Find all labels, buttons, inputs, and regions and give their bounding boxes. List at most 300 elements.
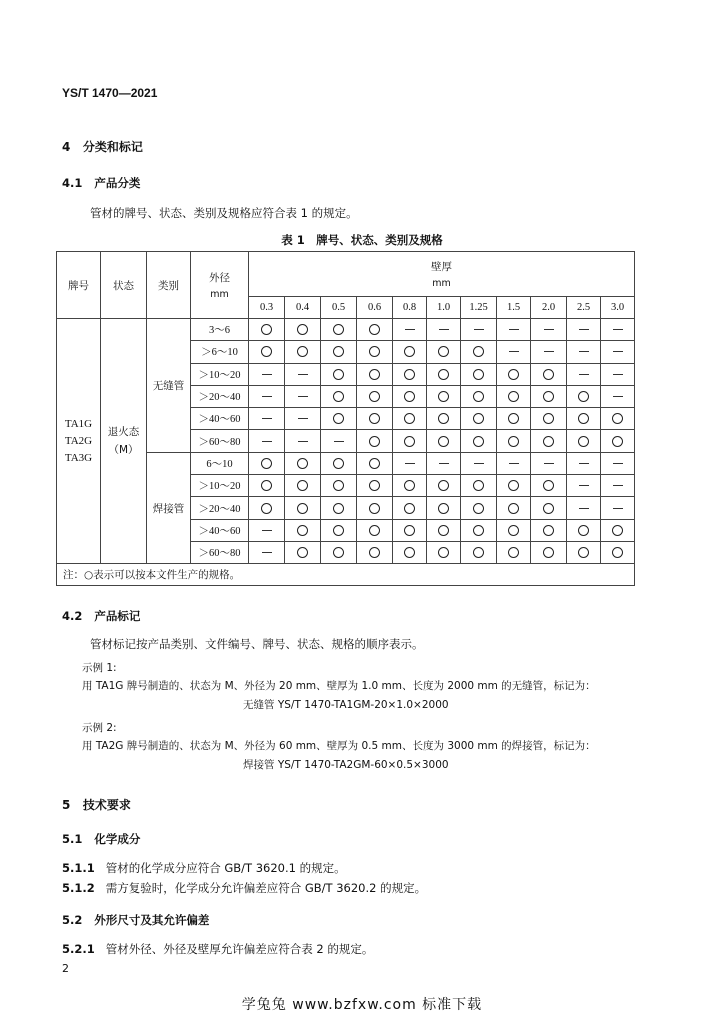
spec-available-cell [357, 519, 393, 541]
circle-icon [369, 525, 380, 536]
clause-5-1-1 [62, 860, 346, 876]
spec-available-cell [531, 363, 567, 385]
spec-available-cell [285, 341, 321, 363]
spec-available-cell [357, 541, 393, 563]
spec-unavailable-cell [285, 363, 321, 385]
example-2-label: 示例 2: [82, 722, 117, 734]
section-4-1-text: 管材的牌号、状态、类别及规格应符合表 1 的规定。 [90, 206, 358, 220]
circle-icon [543, 436, 554, 447]
spec-unavailable-cell [427, 319, 461, 341]
circle-icon [438, 547, 449, 558]
circle-icon [333, 480, 344, 491]
clause-5-2-1 [62, 941, 373, 957]
spec-unavailable-cell [601, 497, 635, 519]
table-1-caption: 表 1 牌号、状态、类别及规格 [281, 233, 443, 247]
spec-available-cell [427, 430, 461, 452]
spec-available-cell [285, 541, 321, 563]
circle-icon [369, 547, 380, 558]
dash-icon [544, 329, 554, 330]
thickness-header: 0.5 [321, 297, 357, 319]
header-wall-label: 壁厚 [431, 261, 452, 273]
spec-unavailable-cell [601, 475, 635, 497]
circle-icon [333, 547, 344, 558]
spec-unavailable-cell [285, 430, 321, 452]
spec-unavailable-cell [531, 319, 567, 341]
dash-icon [509, 463, 519, 464]
dash-icon [334, 441, 344, 442]
section-title: 分类和标记 [82, 140, 143, 154]
circle-icon [404, 480, 415, 491]
dash-icon [613, 485, 623, 486]
spec-available-cell [497, 541, 531, 563]
clause-text: 管材的化学成分应符合 GB/T 3620.1 的规定。 [105, 861, 346, 875]
spec-unavailable-cell [393, 452, 427, 474]
section-number: 5.2 [62, 913, 83, 927]
circle-icon [369, 391, 380, 402]
dash-icon [613, 351, 623, 352]
spec-available-cell [285, 475, 321, 497]
grade-cell [57, 319, 101, 564]
section-number: 4.1 [62, 176, 83, 190]
spec-available-cell [285, 319, 321, 341]
section-4-2-heading [62, 608, 140, 624]
section-title: 化学成分 [94, 832, 141, 846]
spec-unavailable-cell [531, 341, 567, 363]
circle-icon [543, 547, 554, 558]
category-welded: 焊接管 [147, 452, 191, 563]
circle-icon [438, 413, 449, 424]
example-1-marking: 无缝管 YS/T 1470-TA1GM-20×1.0×2000 [243, 699, 449, 711]
circle-icon [473, 503, 484, 514]
circle-icon [438, 503, 449, 514]
spec-available-cell [567, 541, 601, 563]
page-number: 2 [62, 962, 69, 975]
spec-available-cell [567, 408, 601, 430]
dash-icon [439, 329, 449, 330]
circle-icon [333, 369, 344, 380]
header-category: 类别 [147, 252, 191, 319]
spec-available-cell [427, 519, 461, 541]
dash-icon [298, 441, 308, 442]
dash-icon [579, 374, 589, 375]
thickness-header: 0.8 [393, 297, 427, 319]
outer-diameter-cell: ＞20～40 [191, 385, 249, 407]
spec-available-cell [393, 341, 427, 363]
circle-icon [297, 480, 308, 491]
dash-icon [298, 418, 308, 419]
circle-icon [473, 525, 484, 536]
circle-icon [333, 503, 344, 514]
spec-available-cell [461, 475, 497, 497]
spec-available-cell [427, 385, 461, 407]
circle-icon [473, 480, 484, 491]
section-4-heading [62, 138, 143, 155]
thickness-header: 0.4 [285, 297, 321, 319]
clause-number: 5.1.2 [62, 881, 95, 895]
circle-icon [297, 324, 308, 335]
circle-icon [578, 547, 589, 558]
spec-available-cell [321, 363, 357, 385]
spec-available-cell [461, 497, 497, 519]
spec-unavailable-cell [249, 541, 285, 563]
circle-icon [369, 458, 380, 469]
header-od-unit: mm [210, 289, 229, 300]
header-outer-diameter [191, 252, 249, 319]
spec-available-cell [393, 363, 427, 385]
circle-icon [438, 369, 449, 380]
circle-icon [473, 346, 484, 357]
thickness-header: 3.0 [601, 297, 635, 319]
spec-available-cell [249, 319, 285, 341]
section-title: 外形尺寸及其允许偏差 [94, 913, 210, 927]
spec-available-cell [497, 519, 531, 541]
spec-unavailable-cell [497, 341, 531, 363]
dash-icon [262, 396, 272, 397]
header-wall-thickness [249, 252, 635, 297]
spec-available-cell [531, 385, 567, 407]
spec-available-cell [249, 341, 285, 363]
spec-available-cell [531, 408, 567, 430]
dash-icon [262, 441, 272, 442]
spec-unavailable-cell [567, 452, 601, 474]
circle-icon [404, 525, 415, 536]
circle-icon [438, 391, 449, 402]
section-4-1-heading [62, 175, 140, 191]
category-seamless: 无缝管 [147, 319, 191, 453]
circle-icon [297, 346, 308, 357]
spec-available-cell [321, 475, 357, 497]
spec-available-cell [531, 541, 567, 563]
dash-icon [579, 351, 589, 352]
dash-icon [439, 463, 449, 464]
circle-icon [578, 391, 589, 402]
spec-unavailable-cell [285, 408, 321, 430]
dash-icon [613, 329, 623, 330]
circle-icon [438, 436, 449, 447]
spec-unavailable-cell [567, 497, 601, 519]
standard-code: YS/T 1470—2021 [62, 86, 158, 100]
spec-available-cell [601, 541, 635, 563]
circle-icon [578, 525, 589, 536]
spec-available-cell [285, 497, 321, 519]
spec-available-cell [393, 475, 427, 497]
circle-icon [404, 547, 415, 558]
section-5-1-heading [62, 831, 140, 847]
spec-available-cell [461, 430, 497, 452]
circle-icon [612, 413, 623, 424]
circle-icon [333, 413, 344, 424]
circle-icon [508, 503, 519, 514]
circle-icon [508, 480, 519, 491]
clause-text: 管材外径、外径及壁厚允许偏差应符合表 2 的规定。 [105, 942, 374, 956]
spec-unavailable-cell [567, 363, 601, 385]
dash-icon [544, 463, 554, 464]
grade-ta1g: TA1G [64, 417, 93, 430]
circle-icon [508, 413, 519, 424]
example-2-text: 用 TA2G 牌号制造的、状态为 M、外径为 60 mm、壁厚为 0.5 mm、长度为 3000 mm 的焊接管，标记为： [82, 740, 596, 752]
spec-available-cell [531, 519, 567, 541]
state-annealed: 退火态 [107, 426, 140, 439]
circle-icon [508, 547, 519, 558]
circle-icon [261, 324, 272, 335]
example-1-label: 示例 1: [82, 662, 117, 674]
circle-icon [404, 369, 415, 380]
circle-icon [543, 503, 554, 514]
outer-diameter-cell: ＞40～60 [191, 408, 249, 430]
dash-icon [298, 396, 308, 397]
grade-ta3g: TA3G [64, 451, 93, 464]
spec-available-cell [285, 452, 321, 474]
circle-icon [473, 436, 484, 447]
circle-icon [438, 346, 449, 357]
spec-available-cell [357, 385, 393, 407]
spec-available-cell [321, 341, 357, 363]
spec-available-cell [531, 497, 567, 519]
spec-available-cell [393, 519, 427, 541]
circle-icon [578, 413, 589, 424]
spec-available-cell [567, 430, 601, 452]
section-title: 产品标记 [94, 609, 141, 623]
spec-available-cell [285, 519, 321, 541]
spec-available-cell [357, 319, 393, 341]
spec-available-cell [249, 475, 285, 497]
spec-unavailable-cell [497, 319, 531, 341]
header-wall-unit: mm [432, 278, 451, 289]
dash-icon [613, 508, 623, 509]
spec-unavailable-cell [567, 341, 601, 363]
spec-available-cell [393, 541, 427, 563]
section-title: 技术要求 [82, 798, 131, 812]
spec-available-cell [461, 408, 497, 430]
dash-icon [262, 552, 272, 553]
dash-icon [262, 418, 272, 419]
clause-number: 5.2.1 [62, 942, 95, 956]
spec-unavailable-cell [601, 452, 635, 474]
spec-unavailable-cell [497, 452, 531, 474]
spec-available-cell [497, 430, 531, 452]
circle-icon [369, 480, 380, 491]
circle-icon [333, 391, 344, 402]
spec-available-cell [321, 452, 357, 474]
circle-icon [473, 391, 484, 402]
circle-icon [578, 436, 589, 447]
outer-diameter-cell: ＞10～20 [191, 363, 249, 385]
circle-icon [333, 346, 344, 357]
spec-available-cell [601, 430, 635, 452]
outer-diameter-cell: ＞10～20 [191, 475, 249, 497]
circle-icon [473, 413, 484, 424]
spec-unavailable-cell [249, 385, 285, 407]
dash-icon [613, 396, 623, 397]
spec-available-cell [531, 475, 567, 497]
clause-5-1-2 [62, 880, 426, 896]
circle-icon [261, 458, 272, 469]
circle-icon [404, 346, 415, 357]
circle-icon [404, 413, 415, 424]
spec-available-cell [461, 363, 497, 385]
header-state: 状态 [101, 252, 147, 319]
example-2-marking: 焊接管 YS/T 1470-TA2GM-60×0.5×3000 [243, 759, 449, 771]
outer-diameter-cell: ＞6～10 [191, 341, 249, 363]
spec-available-cell [497, 475, 531, 497]
circle-icon [508, 525, 519, 536]
spec-available-cell [427, 363, 461, 385]
circle-icon [333, 458, 344, 469]
outer-diameter-cell: 6～10 [191, 452, 249, 474]
spec-available-cell [357, 341, 393, 363]
circle-icon [297, 547, 308, 558]
clause-text: 需方复验时，化学成分允许偏差应符合 GB/T 3620.2 的规定。 [105, 881, 427, 895]
spec-available-cell [461, 519, 497, 541]
thickness-header: 0.3 [249, 297, 285, 319]
circle-icon [404, 391, 415, 402]
circle-icon [612, 436, 623, 447]
circle-icon [369, 413, 380, 424]
thickness-header: 2.5 [567, 297, 601, 319]
circle-icon [543, 369, 554, 380]
dash-icon [474, 329, 484, 330]
spec-available-cell [249, 452, 285, 474]
circle-icon [404, 436, 415, 447]
table-1 [56, 251, 635, 586]
spec-available-cell [427, 341, 461, 363]
thickness-header: 1.0 [427, 297, 461, 319]
dash-icon [579, 508, 589, 509]
section-number: 5 [62, 798, 71, 812]
spec-available-cell [357, 452, 393, 474]
dash-icon [613, 374, 623, 375]
section-number: 4 [62, 140, 71, 154]
dash-icon [613, 463, 623, 464]
spec-available-cell [427, 408, 461, 430]
dash-icon [579, 485, 589, 486]
dash-icon [262, 374, 272, 375]
section-title: 产品分类 [94, 176, 141, 190]
circle-icon [369, 346, 380, 357]
spec-unavailable-cell [601, 363, 635, 385]
outer-diameter-cell: ＞40～60 [191, 519, 249, 541]
circle-icon [543, 480, 554, 491]
spec-available-cell [357, 497, 393, 519]
dash-icon [298, 374, 308, 375]
spec-unavailable-cell [285, 385, 321, 407]
spec-available-cell [321, 519, 357, 541]
dash-icon [544, 351, 554, 352]
circle-icon [369, 503, 380, 514]
spec-unavailable-cell [249, 408, 285, 430]
spec-available-cell [497, 363, 531, 385]
circle-icon [508, 436, 519, 447]
circle-icon [261, 480, 272, 491]
spec-unavailable-cell [601, 319, 635, 341]
circle-icon [543, 391, 554, 402]
table-note: 注：○表示可以按本文件生产的规格。 [57, 564, 635, 586]
spec-available-cell [393, 430, 427, 452]
dash-icon [579, 329, 589, 330]
circle-icon [297, 525, 308, 536]
spec-available-cell [497, 385, 531, 407]
watermark-footer: 学兔兔 www.bzfxw.com 标准下载 [241, 997, 483, 1013]
spec-unavailable-cell [249, 519, 285, 541]
dash-icon [262, 530, 272, 531]
spec-available-cell [461, 385, 497, 407]
spec-available-cell [567, 385, 601, 407]
circle-icon [261, 346, 272, 357]
section-4-2-text: 管材标记按产品类别、文件编号、牌号、状态、规格的顺序表示。 [90, 637, 424, 651]
outer-diameter-cell: ＞20～40 [191, 497, 249, 519]
spec-unavailable-cell [249, 363, 285, 385]
circle-icon [297, 503, 308, 514]
spec-unavailable-cell [461, 452, 497, 474]
section-number: 5.1 [62, 832, 83, 846]
dash-icon [474, 463, 484, 464]
dash-icon [405, 329, 415, 330]
clause-number: 5.1.1 [62, 861, 95, 875]
circle-icon [508, 369, 519, 380]
spec-available-cell [601, 519, 635, 541]
spec-unavailable-cell [601, 341, 635, 363]
header-grade: 牌号 [57, 252, 101, 319]
thickness-header: 2.0 [531, 297, 567, 319]
dash-icon [405, 463, 415, 464]
spec-available-cell [567, 519, 601, 541]
spec-available-cell [393, 385, 427, 407]
circle-icon [473, 547, 484, 558]
spec-unavailable-cell [321, 430, 357, 452]
circle-icon [438, 525, 449, 536]
circle-icon [543, 413, 554, 424]
circle-icon [333, 324, 344, 335]
spec-available-cell [427, 497, 461, 519]
circle-icon [261, 503, 272, 514]
section-number: 4.2 [62, 609, 83, 623]
spec-available-cell [497, 408, 531, 430]
spec-unavailable-cell [249, 430, 285, 452]
circle-icon [369, 324, 380, 335]
circle-icon [473, 369, 484, 380]
section-5-2-heading [62, 912, 209, 928]
dash-icon [579, 463, 589, 464]
circle-icon [333, 525, 344, 536]
circle-icon [612, 525, 623, 536]
spec-available-cell [461, 341, 497, 363]
spec-available-cell [357, 363, 393, 385]
section-5-heading [62, 796, 131, 813]
spec-available-cell [601, 408, 635, 430]
spec-available-cell [321, 497, 357, 519]
spec-unavailable-cell [393, 319, 427, 341]
spec-unavailable-cell [427, 452, 461, 474]
spec-available-cell [461, 541, 497, 563]
spec-available-cell [321, 541, 357, 563]
spec-available-cell [357, 408, 393, 430]
circle-icon [543, 525, 554, 536]
spec-available-cell [249, 497, 285, 519]
example-1-text: 用 TA1G 牌号制造的、状态为 M、外径为 20 mm、壁厚为 1.0 mm、长度为 2000 mm 的无缝管，标记为： [82, 680, 596, 692]
circle-icon [612, 547, 623, 558]
thickness-header: 1.25 [461, 297, 497, 319]
spec-available-cell [357, 475, 393, 497]
circle-icon [508, 391, 519, 402]
dash-icon [509, 351, 519, 352]
spec-unavailable-cell [601, 385, 635, 407]
spec-available-cell [321, 385, 357, 407]
circle-icon [297, 458, 308, 469]
spec-unavailable-cell [461, 319, 497, 341]
circle-icon [404, 503, 415, 514]
spec-available-cell [321, 408, 357, 430]
spec-available-cell [321, 319, 357, 341]
